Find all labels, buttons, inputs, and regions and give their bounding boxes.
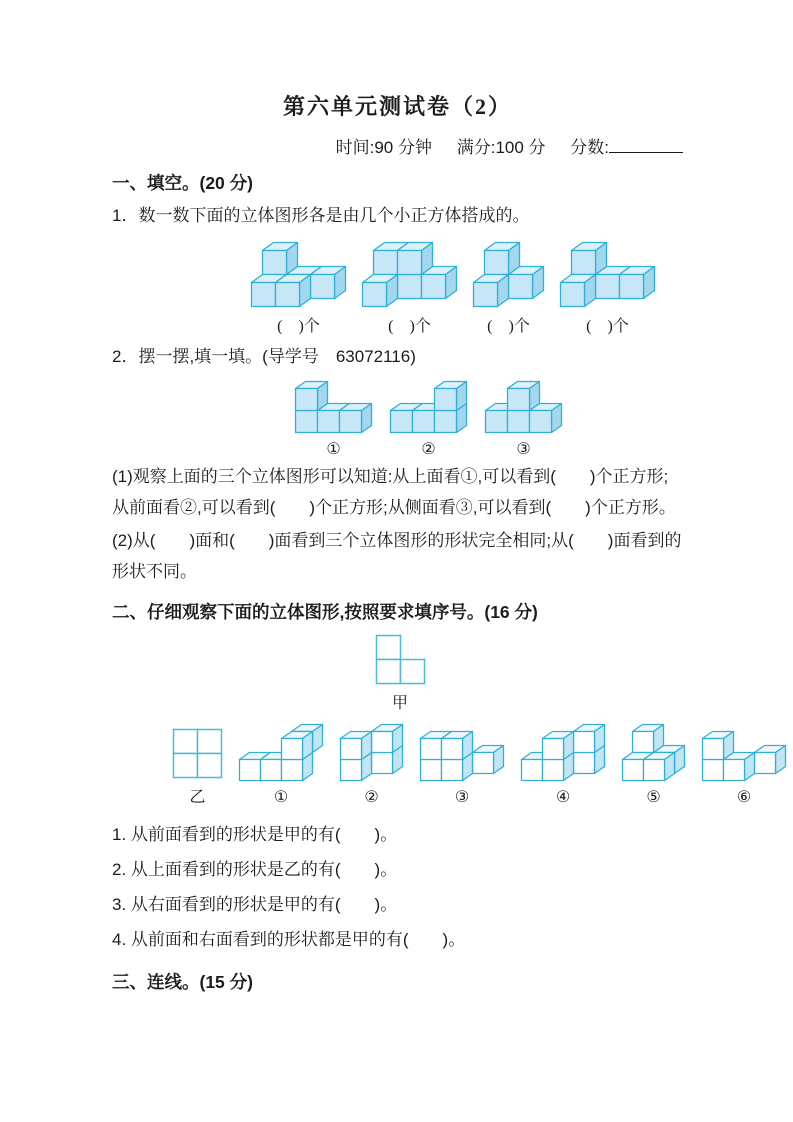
cube-figure-s2-3 — [419, 730, 505, 807]
section-2-figures-row — [172, 723, 752, 807]
cube-figure-s2-6 — [701, 730, 787, 807]
page-title: 第六单元测试卷（2） — [282, 94, 512, 119]
figure-label-s2-5: ⑤ — [646, 789, 661, 806]
cube-figure-s2-4-svg — [520, 723, 606, 782]
figure-label-s2-1: ① — [273, 789, 289, 806]
cube-figure-s2-2-svg — [339, 723, 404, 782]
count-blank-label-2: ( )个 — [388, 318, 431, 335]
item-4: 4. 从前面和右面看到的形状都是甲的有( )。 — [112, 930, 466, 949]
section-2-items — [112, 817, 683, 957]
cube-figure-q2-3 — [484, 380, 563, 459]
figure-jia — [370, 634, 430, 713]
section-3-heading: 三、连线。(15 分) — [112, 972, 253, 992]
count-blank-label-1: ( )个 — [277, 318, 320, 335]
item-1: 1. 从前面看到的形状是甲的有( )。 — [112, 825, 398, 844]
sub-question-2-text: (2)从( )面和( )面看到三个立体图形的形状完全相同;从( )面看到的形状不同。 — [112, 531, 682, 581]
cube-figure-q2-1 — [294, 380, 373, 459]
cube-figure-q1-3-svg — [472, 241, 545, 308]
cube-figure-q2-3-svg — [484, 380, 563, 434]
figure-jia-label: 甲 — [391, 695, 408, 712]
cube-figure-q1-2 — [361, 241, 458, 336]
exam-info-line — [112, 133, 683, 158]
score-blank-line — [609, 148, 683, 153]
question-1-text: 1．数一数下面的立体图形各是由几个小正方体搭成的。 — [112, 206, 530, 225]
figure-yi — [172, 728, 223, 807]
figure-yi-label: 乙 — [189, 789, 206, 806]
cube-figure-q1-3 — [472, 241, 545, 336]
cube-figure-s2-6-svg — [701, 730, 787, 782]
sub-question-1-text: (1)观察上面的三个立体图形可以知道:从上面看①,可以看到( )个正方形;从前面看②,可以看到( )个正方形;从侧面看③,可以看到( )个正方形。 — [112, 467, 676, 517]
figure-label-s2-6: ⑥ — [736, 789, 752, 806]
question-2-text: 2．摆一摆,填一填。(导学号 63072116) — [112, 347, 416, 366]
cube-figure-q1-4-svg — [559, 241, 656, 308]
count-blank-label-4: ( )个 — [586, 318, 629, 335]
cube-figure-q1-2-svg — [361, 241, 458, 308]
figure-number-label-1: ① — [326, 441, 341, 458]
figure-number-label-3: ③ — [516, 441, 531, 458]
cube-figure-q1-1-svg — [250, 241, 347, 308]
cube-figure-s2-3-svg — [419, 730, 505, 782]
item-3: 3. 从右面看到的形状是甲的有( )。 — [112, 895, 398, 914]
time-label: 时间:90 分钟 — [335, 138, 432, 157]
cube-figure-s2-1-svg — [238, 723, 324, 782]
figure-yi-svg — [172, 728, 223, 779]
cube-figure-s2-4 — [520, 723, 606, 807]
figure-number-label-2: ② — [421, 441, 436, 458]
question-1-figures-row — [250, 241, 683, 336]
cube-figure-q2-1-svg — [294, 380, 373, 434]
score-label: 分数: — [570, 138, 609, 157]
item-2: 2. 从上面看到的形状是乙的有( )。 — [112, 860, 398, 879]
question-2-figures-row — [294, 380, 683, 459]
full-score-label: 满分:100 分 — [456, 138, 546, 157]
cube-figure-q2-2-svg — [389, 380, 468, 434]
figure-label-s2-4: ④ — [555, 789, 571, 806]
section-1-heading: 一、填空。(20 分) — [112, 173, 253, 193]
cube-figure-q2-2 — [389, 380, 468, 459]
cube-figure-q1-4 — [559, 241, 656, 336]
figure-label-s2-3: ③ — [454, 789, 470, 806]
cube-figure-s2-5-svg — [621, 723, 686, 782]
figure-jia-svg — [375, 634, 426, 685]
figure-label-s2-2: ② — [364, 789, 379, 806]
cube-figure-q1-1 — [250, 241, 347, 336]
cube-figure-s2-5 — [621, 723, 686, 807]
count-blank-label-3: ( )个 — [487, 318, 530, 335]
cube-figure-s2-1 — [238, 723, 324, 807]
section-2-heading: 二、仔细观察下面的立体图形,按照要求填序号。(16 分) — [112, 602, 538, 622]
cube-figure-s2-2 — [339, 723, 404, 807]
